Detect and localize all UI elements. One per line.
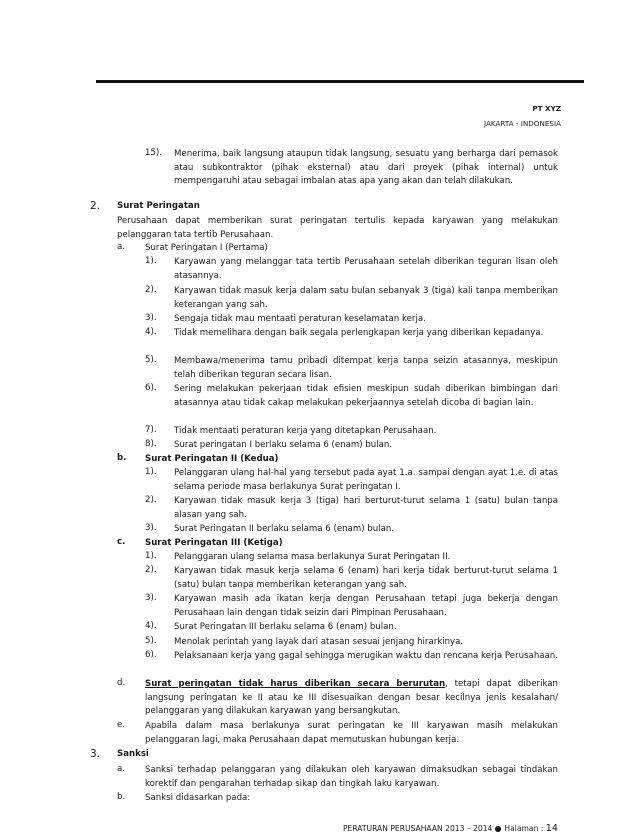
item-text: Menolak perintah yang layak dari atasan sesuai jenjang hirarkinya. — [174, 637, 464, 647]
item-text: Sengaja tidak mau mentaati peraturan keselamatan kerja. — [174, 314, 426, 324]
item-number: 6). — [145, 383, 157, 393]
item-text: Karyawan tidak masuk kerja selama 6 (enam) hari kerja tidak berturut-turut selama 1 (satu) bulan tanpa memberikan keterangan yang sah. — [174, 566, 558, 590]
subsection-title: Surat Peringatan III (Ketiga) — [145, 538, 283, 548]
item-number: 5). — [145, 636, 157, 646]
item-number: 1). — [145, 467, 157, 477]
item-text: Membawa/menerima tamu pribadi ditempat kerja tanpa seizin atasannya, meskipun telah diberikan teguran secara lisan. — [174, 356, 558, 380]
footer-document-title: PERATURAN PERUSAHAAN 2013 – 2014 — [342, 824, 493, 833]
item-text: Pelanggaran ulang hal-hal yang tersebut pada ayat 1.a. sampai dengan ayat 1.e. di atas selama periode masa berlakunya Surat peringatan I. — [174, 468, 558, 492]
item-number: 3). — [145, 523, 157, 533]
item-text: Surat Peringatan III berlaku selama 6 (enam) bulan. — [174, 622, 397, 632]
item-number: 3). — [145, 593, 157, 603]
item-text: Pelanggaran ulang selama masa berlakunya Surat Peringatan II. — [174, 552, 451, 562]
item-text: Karyawan masih ada ikatan kerja dengan Perusahaan tetapi juga bekerja dengan Perusahaan lain dengan tidak seizin dari Pimpinan Perusahaan. — [174, 594, 558, 618]
item-text: Surat Peringatan II berlaku selama 6 (enam) bulan. — [174, 524, 395, 534]
page-footer — [343, 823, 558, 834]
footer-page-number: 14 — [545, 823, 558, 834]
section-intro: Perusahaan dapat memberikan surat peringatan tertulis kepada karyawan yang melakukan pelanggaran tata tertib Perusahaan. — [117, 216, 558, 240]
subsection-text: Sanksi didasarkan pada: — [145, 793, 251, 803]
header-rule — [96, 80, 584, 83]
item-text: Karyawan tidak masuk kerja 3 (tiga) hari berturut-turut selama 1 (satu) bulan tanpa alasan yang sah. — [174, 496, 558, 520]
item-number: 1). — [145, 256, 157, 266]
section-title: Surat Peringatan — [117, 201, 200, 211]
section-number: 2. — [90, 200, 101, 212]
statement-continuation: , tetapi dapat diberikan langsung peringatan ke II atau ke III disesuaikan dengan besar kecilnya jenis kesalahan/ pelanggaran yang dilakukan karyawan yang bersangkutan. — [145, 679, 558, 717]
item-text: Sering melakukan pekerjaan tidak efisien meskipun sudah diberikan bimbingan dari atasannya atau tidak cakap melakukan pekerjaannya setelah dicoba di bagian lain. — [174, 384, 558, 408]
subsection-letter: c. — [117, 537, 126, 547]
item-number: 6). — [145, 650, 157, 660]
item-text: Karyawan tidak masuk kerja dalam satu bulan sebanyak 3 (tiga) kali tanpa memberikan keterangan yang sah. — [174, 286, 558, 310]
item-text: Surat peringatan I berlaku selama 6 (enam) bulan. — [174, 440, 393, 450]
subsection-letter: b. — [117, 792, 126, 802]
subsection-title: Surat Peringatan I (Pertama) — [145, 243, 268, 253]
item-text: Menerima, baik langsung ataupun tidak langsung, sesuatu yang berharga dari pemasok atau subkontraktor (pihak eksternal) atau dari proyek (pihak internal) untuk mempengaruhi atau sebagai imbalan atas apa yang akan dan telah dilakukan. — [174, 149, 558, 187]
subsection-letter: e. — [117, 720, 126, 730]
item-number: 1). — [145, 551, 157, 561]
company-location: JAKARTA - INDONESIA — [483, 119, 561, 128]
subsection-text: Sanksi terhadap pelanggaran yang dilakukan oleh karyawan dimaksudkan sebagai tindakan korektif dan pengarahan terhadap sikap dan tingkah laku karyawan. — [145, 765, 558, 789]
item-number: 2). — [145, 285, 157, 295]
subsection-text — [145, 678, 558, 719]
item-number: 5). — [145, 355, 157, 365]
item-number: 4). — [145, 621, 157, 631]
footer-page-label: Halaman : — [504, 824, 544, 833]
item-text: Karyawan yang melanggar tata tertib Perusahaan setelah diberikan teguran lisan oleh atasannya. — [174, 257, 558, 281]
company-name: PT XYZ — [532, 104, 561, 113]
item-number: 7). — [145, 425, 157, 435]
subsection-text: Apabila dalam masa berlakunya surat peringatan ke III karyawan masih melakukan pelanggaran lagi, maka Perusahaan dapat memutuskan hubungan kerja. — [145, 721, 558, 745]
item-number: 4). — [145, 327, 157, 337]
item-number: 8). — [145, 439, 157, 449]
subsection-letter: d. — [117, 678, 126, 688]
item-number: 2). — [145, 495, 157, 505]
section-number: 3. — [90, 748, 101, 760]
item-text: Tidak memelihara dengan baik segala perlengkapan kerja yang diberikan kepadanya. — [174, 328, 544, 338]
item-text: Pelaksanaan kerja yang gagal sehingga merugikan waktu dan rencana kerja Perusahaan. — [174, 651, 558, 661]
bold-statement: Surat peringatan tidak harus diberikan secara berurutan — [145, 679, 446, 689]
subsection-letter: b. — [117, 453, 127, 463]
item-number: 15). — [145, 148, 163, 158]
section-title: Sanksi — [117, 749, 149, 759]
item-text: Tidak mentaati peraturan kerja yang ditetapkan Perusahaan. — [174, 426, 437, 436]
subsection-title: Surat Peringatan II (Kedua) — [145, 454, 279, 464]
item-number: 3). — [145, 313, 157, 323]
item-number: 2). — [145, 565, 157, 575]
subsection-letter: a. — [117, 764, 125, 774]
subsection-letter: a. — [117, 242, 125, 252]
bullet-icon — [495, 826, 501, 832]
